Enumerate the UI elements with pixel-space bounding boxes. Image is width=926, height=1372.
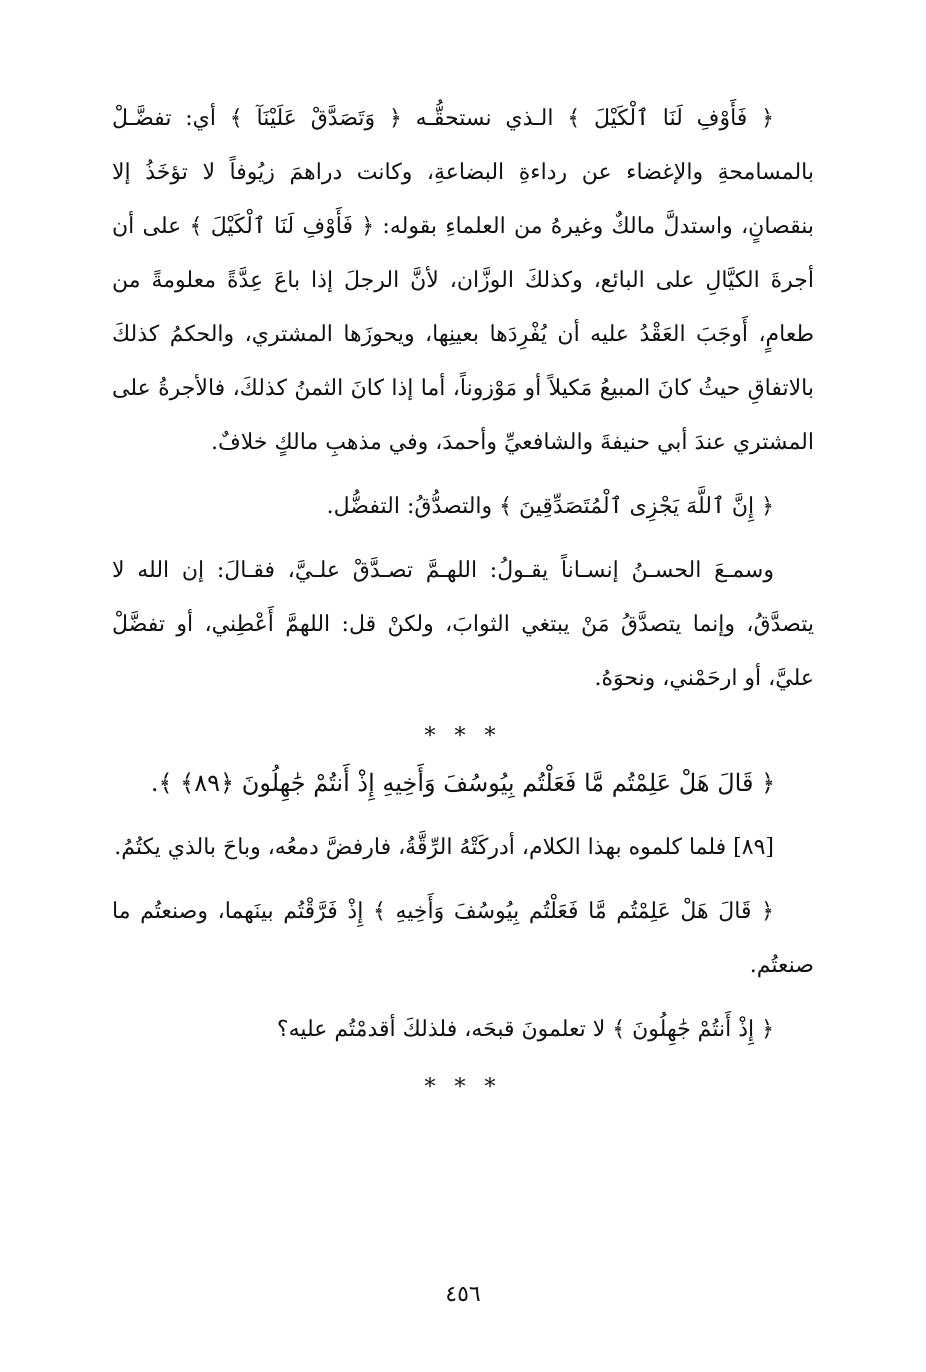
section-separator-end: * * * (424, 1075, 502, 1100)
tafsir-paragraph-5: ﴿ قَالَ هَلْ عَلِمْتُم مَّا فَعَلْتُم بِيُوسُفَ وَأَخِيهِ ﴾ إِذْ فَرَّقْتُم بينَهما، وصنعتُم ما صنعتُم. (112, 899, 814, 978)
tafsir-paragraph-1: ﴿ فَأَوْفِ لَنَا ٱلْكَيْلَ ﴾ الـذي نستحقُّـه ﴿ وَتَصَدَّقْ عَلَيْنَآ ﴾ أي: تفضَّـلْ بالمسامحةِ والإغضاء عن رداءةِ البضاعةِ، وكانت دراهمَ زيُوفاً لا تؤخَذُ إلا بنقصانٍ، واستدلَّ مالكٌ وغيرهُ من العلماءِ بقوله: ﴿ فَأَوْفِ لَنَا ٱلْكَيْلَ ﴾ على أن أجرةَ الكيَّالِ على البائع، وكذلكَ الوزَّان، لأنَّ الرجلَ إذا باعَ عِدَّةً معلومةً من طعامٍ، أَوجَبَ العَقْدُ عليه أن يُفْرِدَها بعينِها، ويحوزَها المشتري، والحكمُ كذلكَ بالاتفاقِ حيثُ كانَ المبيعُ مَكيلاً أو مَوْزوناً، أما إذا كانَ الثمنُ كذلكَ، فالأجرةُ على المشتري عندَ أبي حنيفةَ والشافعيِّ وأحمدَ، وفي مذهبِ مالكٍ خلافٌ. (112, 106, 814, 455)
page-number: ٤٥٦ (445, 1282, 481, 1307)
tafsir-paragraph-4: [٨٩] فلما كلموه بهذا الكلام، أدركَتْهُ الرِّقَّةُ، فارفضَّ دمعُه، وباحَ بالذي يكتُمُ. (114, 835, 774, 860)
quran-verse-89: ﴿ قَالَ هَلْ عَلِمْتُم مَّا فَعَلْتُم بِيُوسُفَ وَأَخِيهِ إِذْ أَنتُمْ جَٰهِلُونَ ﴿٨٩﴾ ﴾. (150, 769, 776, 797)
section-separator: * * * (424, 724, 502, 749)
tafsir-paragraph-2: ﴿ إِنَّ ٱللَّهَ يَجْزِى ٱلْمُتَصَدِّقِينَ ﴾ والتصدُّقُ: التفضُّل. (326, 494, 774, 519)
tafsir-paragraph-3: وسمـعَ الحسـنُ إنسـاناً يقـولُ: اللهـمَّ تصـدَّقْ علـيَّ، فقـالَ: إن الله لا يتصدَّقُ، وإنما يتصدَّقُ مَنْ يبتغي الثوابَ، ولكنْ قل: اللهمَّ أَعْطِني، أو تفضَّلْ عليَّ، أو ارحَمْني، ونحوَهُ. (112, 558, 814, 691)
tafsir-paragraph-6: ﴿ إِذْ أَنتُمْ جَٰهِلُونَ ﴾ لا تعلمونَ قبحَه، فلذلكَ أقدمْتُم عليه؟ (276, 1017, 774, 1042)
